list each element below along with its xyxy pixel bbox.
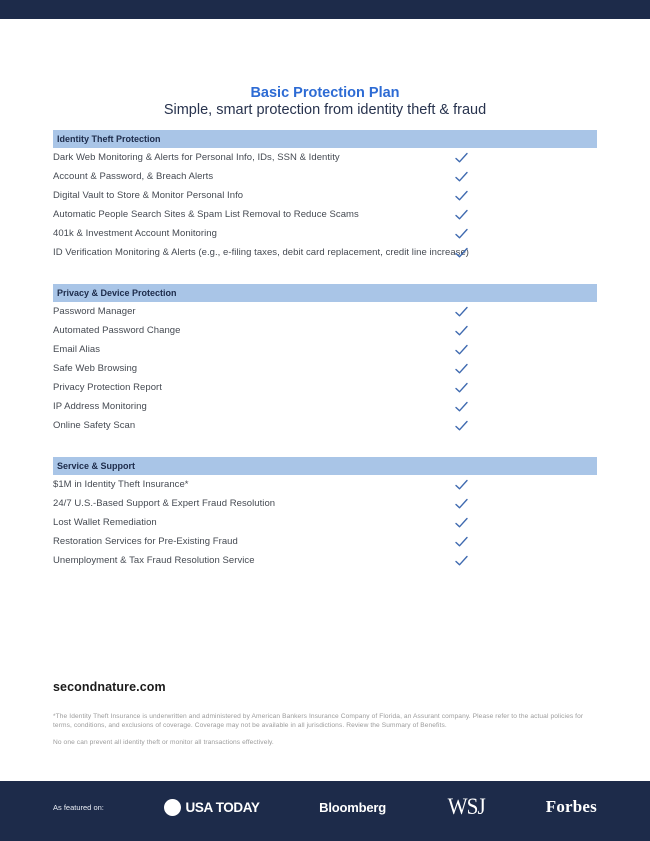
forbes-logo: Forbes [545,797,597,816]
top-accent-bar [0,0,650,19]
wsj-logo: WSJ [447,794,485,819]
feature-row [53,186,597,205]
feature-label: Unemployment & Tax Fraud Resolution Service [53,555,255,566]
check-icon [455,325,468,336]
feature-row [53,321,597,340]
prevention-disclaimer: No one can prevent all identity theft or monitor all transactions effectively. [53,738,274,746]
feature-label: ID Verification Monitoring & Alerts (e.g., e-filing taxes, debit card replacement, credit line increase) [53,247,469,258]
check-icon [455,555,468,566]
feature-label: 24/7 U.S.-Based Support & Expert Fraud Resolution [53,498,276,509]
insurance-disclaimer: *The Identity Theft Insurance is underwritten and administered by American Bankers Insurance Company of Florida, an Assurant company. Please refer to the actual policies for terms, conditions, and exclusions of coverage. Coverage may not be available in all jurisdictions. Review the Summary of Benefits. [53,713,584,730]
feature-row [53,378,597,397]
feature-label: Automated Password Change [53,325,181,336]
section-rows [53,475,597,570]
check-icon [455,209,468,220]
check-icon [455,401,468,412]
feature-row [53,532,597,551]
feature-section [53,284,597,435]
check-icon [455,247,468,258]
feature-row [53,224,597,243]
feature-label: Restoration Services for Pre-Existing Fraud [53,536,238,547]
feature-section [53,130,597,262]
usa-today-logo-text: USA TODAY [185,799,260,815]
check-icon [455,228,468,239]
section-rows [53,302,597,435]
feature-label: Dark Web Monitoring & Alerts for Personal Info, IDs, SSN & Identity [53,152,340,163]
feature-label: IP Address Monitoring [53,401,147,412]
check-icon [455,498,468,509]
feature-label: Safe Web Browsing [53,363,138,374]
check-icon [455,190,468,201]
check-icon [455,479,468,490]
website-text: secondnature.com [53,680,166,694]
check-icon [455,382,468,393]
footer-bar [0,781,650,841]
check-icon [455,171,468,182]
feature-label: Lost Wallet Remediation [53,517,157,528]
feature-row [53,416,597,435]
feature-row [53,494,597,513]
feature-label: 401k & Investment Account Monitoring [53,228,217,239]
section-header: Privacy & Device Protection [53,284,597,302]
check-icon [455,306,468,317]
feature-row [53,167,597,186]
featured-on-label: As featured on: [53,802,104,812]
feature-row [53,148,597,167]
section-header: Identity Theft Protection [53,130,597,148]
page-content [0,85,650,747]
check-icon [455,363,468,374]
page-title: Basic Protection Plan [250,85,400,101]
feature-label: Digital Vault to Store & Monitor Personal Info [53,190,244,201]
check-icon [455,152,468,163]
bloomberg-logo: Bloomberg [319,799,386,815]
feature-section [53,457,597,570]
feature-label: Privacy Protection Report [53,382,162,393]
feature-row [53,302,597,321]
feature-label: $1M in Identity Theft Insurance* [53,479,189,490]
feature-row [53,475,597,494]
feature-row [53,397,597,416]
check-icon [455,536,468,547]
page-subtitle: Simple, smart protection from identity theft & fraud [163,102,487,118]
feature-label: Email Alias [53,344,101,355]
feature-row [53,243,597,262]
feature-row [53,513,597,532]
check-icon [455,420,468,431]
feature-row [53,205,597,224]
feature-row [53,340,597,359]
section-rows [53,148,597,262]
feature-label: Online Safety Scan [53,420,136,431]
section-header: Service & Support [53,457,597,475]
feature-label: Account & Password, & Breach Alerts [53,171,214,182]
feature-row [53,551,597,570]
feature-sections [53,130,597,570]
check-icon [455,517,468,528]
feature-row [53,359,597,378]
feature-label: Automatic People Search Sites & Spam List Removal to Reduce Scams [53,209,359,220]
usa-today-circle-icon [164,799,181,816]
feature-label: Password Manager [53,306,136,317]
usa-today-logo [164,799,260,816]
check-icon [455,344,468,355]
